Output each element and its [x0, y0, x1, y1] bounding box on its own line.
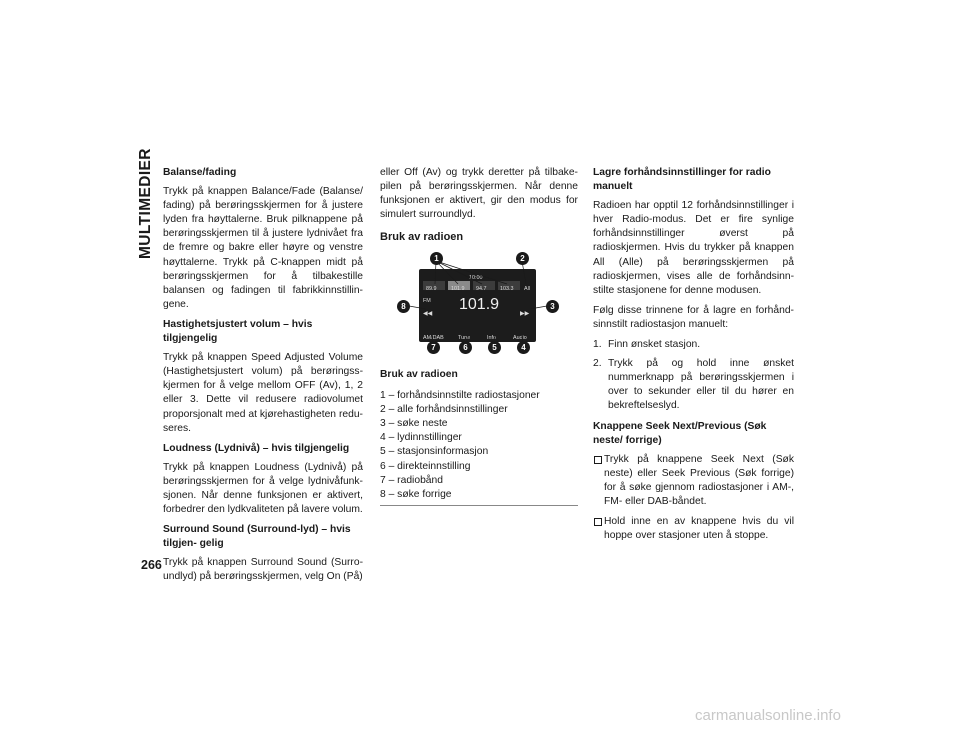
- preset-label-2: 101.9: [451, 286, 465, 293]
- surround-continued-text: eller Off (Av) og trykk deretter på tilbake-pilen på berøringsskjermen. Når denne funksjonen er aktivert, gir den modus for simulert surroundlyd.: [380, 167, 578, 221]
- watermark: carmanualsonline.info: [695, 707, 841, 724]
- legend-item: 1 – forhåndsinnstilte radiostasjoner: [380, 389, 540, 401]
- section-tab: [136, 150, 156, 280]
- seek-bullets: [593, 453, 794, 544]
- legend-item: 5 – stasjonsinformasjon: [380, 446, 489, 458]
- loudness-text: Trykk på knappen Loudness (Lydnivå) på berøringsskjermen for å velge lydnivåfunk- sjonen. Når denne funksjonen er aktivert, forbedrer den lydkvaliteten på lavere volum.: [163, 461, 363, 516]
- checkbox-bullet-icon: [594, 518, 602, 526]
- band-button[interactable]: AM/DAB: [423, 335, 444, 342]
- step-number: 1.: [593, 339, 602, 351]
- radio-figure: [380, 250, 578, 366]
- callout-2: 2: [516, 252, 529, 265]
- speed-volume-heading: Hastighetsjustert volum – hvis tilgjengelig: [163, 318, 313, 345]
- seek-previous-button[interactable]: ◀◀: [423, 311, 433, 318]
- step-item: [593, 357, 794, 413]
- legend-item: 8 – søke forrige: [380, 488, 452, 500]
- column-right: [593, 166, 794, 549]
- speed-volume-text: Trykk på knappen Speed Adjusted Volume (Hastighetsjustert volum) på berøringss- kjermen for å velge mellom OFF (Av), 1, 2 eller 3. Dette vil redusere radiovolumet proporsjonalt med at kjørehastigheten redu- seres.: [163, 352, 363, 434]
- clock-text: 10:00: [469, 275, 483, 282]
- frequency-display: 101.9: [459, 296, 500, 314]
- save-presets-heading: Lagre forhåndsinnstillinger for radio manuelt: [593, 167, 771, 193]
- steps-list: [593, 338, 794, 413]
- callout-4: 4: [517, 341, 530, 354]
- band-label: FM: [423, 298, 431, 305]
- step-number: 2.: [593, 358, 602, 370]
- preset-label-4: 103.3: [500, 286, 514, 293]
- bullet-text: Trykk på knappene Seek Next (Søk neste) eller Seek Previous (Søk forrige) for å søke gjennom radiostasjoner i AM-, FM- eller DAB-båndet.: [604, 453, 794, 507]
- column-middle: [380, 166, 578, 506]
- figure-caption: Bruk av radioen: [380, 369, 458, 381]
- legend-item: 4 – lydinnstillinger: [380, 432, 462, 444]
- seek-next-button[interactable]: ▶▶: [520, 311, 530, 318]
- balance-text: Trykk på knappen Balance/Fade (Balanse/ fading) på berøringsskjermen for å justere lyden fra høyttalerne. Bruk pilknappene på berøringsskjermen til å justere lydnivået fra de fremre og bakre eller høyre og venstre høyttalerne. Trykk på C-knappen midt på berøringsskjermen for å tilbakestille balansen og fadingen til fabrikkinnstillin- gene.: [163, 186, 363, 310]
- legend-item: 7 – radiobånd: [380, 474, 443, 486]
- radio-heading: Bruk av radioen: [380, 231, 464, 244]
- step-text: Finn ønsket stasjon.: [608, 339, 701, 351]
- page-number: 266: [141, 558, 162, 572]
- checkbox-bullet-icon: [594, 456, 602, 464]
- info-button[interactable]: Info: [487, 335, 496, 342]
- tune-button[interactable]: Tune: [458, 335, 471, 342]
- save-presets-follow: Følg disse trinnene for å lagre en forhånd- sinnstilt radiostasjon manuelt:: [593, 304, 794, 330]
- callout-5: 5: [488, 341, 501, 354]
- save-presets-intro: Radioen har opptil 12 forhåndsinnstillinger i hver Radio-modus. Det er fire synlige forhåndsinnstillinger øverst på radioskjermen. Hvis du trykker på knappen All (Alle) på berøringsskjermen på radioskjermen, vises alle de forhåndsinn- stilte stasjonene for denne modusen.: [593, 200, 794, 296]
- preset-label-3: 94.7: [476, 286, 487, 293]
- callout-7: 7: [427, 341, 440, 354]
- preset-label-1: 89.9: [426, 286, 437, 293]
- legend-item: 3 – søke neste: [380, 417, 448, 429]
- surround-text: Trykk på knappen Surround Sound (Surro- undlyd) på berøringsskjermen, velg On (På): [163, 557, 363, 583]
- bullet-item: [593, 453, 794, 509]
- seek-heading: Knappene Seek Next/Previous (Søk neste/ forrige): [593, 420, 767, 446]
- figure-legend: [380, 389, 578, 507]
- section-tab-label: MULTIMEDIER: [137, 148, 154, 259]
- surround-heading: Surround Sound (Surround-lyd) – hvis tilgjen- gelig: [163, 524, 351, 550]
- callout-3: 3: [546, 300, 559, 313]
- callout-8: 8: [397, 300, 410, 313]
- legend-item: 6 – direkteinnstilling: [380, 460, 471, 472]
- legend-item: 2 – alle forhåndsinnstillinger: [380, 403, 508, 415]
- bullet-text: Hold inne en av knappene hvis du vil hoppe over stasjoner uten å stoppe.: [604, 516, 794, 542]
- callout-6: 6: [459, 341, 472, 354]
- audio-button[interactable]: Audio: [513, 335, 527, 342]
- column-left: [163, 166, 363, 591]
- step-text: Trykk på og hold inne ønsket nummerknapp på berøringsskjermen i over to sekunder eller til du hører en bekreftelseslyd.: [608, 358, 794, 412]
- bullet-item: [593, 515, 794, 543]
- balance-heading: Balanse/fading: [163, 167, 237, 178]
- loudness-heading: Loudness (Lydnivå) – hvis tilgjengelig: [163, 442, 350, 454]
- callout-1: 1: [430, 252, 443, 265]
- step-item: [593, 338, 794, 352]
- all-presets-button[interactable]: All: [524, 286, 530, 293]
